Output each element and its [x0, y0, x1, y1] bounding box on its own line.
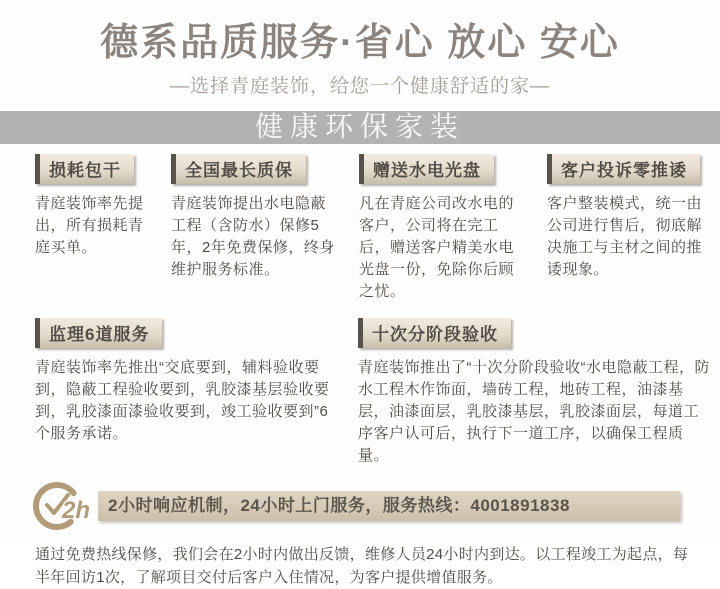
feature-card-loss [35, 154, 153, 303]
feature-card-supervision [35, 318, 332, 467]
clock-2h-label: 2h [62, 497, 91, 524]
feature-title: 十次分阶段验收 [372, 325, 498, 344]
ribbon-title: 健康环保家装 [254, 112, 465, 143]
feature-description: 青庭装饰率先推出“交底要到，辅料验收要到，隐蔽工程验收要到，乳胶漆基层验收要到，乳胶漆面漆验收要到，竣工验收要到”6个服务承诺。 [35, 359, 330, 442]
feature-row-2 [35, 318, 708, 467]
feature-title: 监理6道服务 [49, 325, 150, 344]
feature-card-warranty [171, 154, 341, 303]
feature-description: 青庭装饰率先提出，所有损耗青庭买单。 [35, 195, 144, 256]
feature-description: 青庭装饰提出水电隐蔽工程（含防水）保修5年，2年免费保修，终身维护服务标准。 [171, 195, 335, 278]
feature-description: 客户整装模式，统一由公司进行售后，彻底解决施工与主材之间的推诿现象。 [547, 195, 703, 278]
feature-title-badge [547, 154, 700, 184]
feature-row-1 [35, 154, 708, 303]
hotline-banner: 2小时响应机制，24小时上门服务，服务热线：4001891838 [98, 491, 680, 521]
feature-title-badge [171, 154, 306, 184]
feature-title: 赠送水电光盘 [373, 161, 481, 180]
page-header [0, 0, 720, 98]
feature-title: 客户投诉零推诿 [561, 161, 687, 180]
feature-title: 损耗包干 [49, 161, 121, 180]
feature-title-badge [35, 318, 162, 348]
feature-title-badge [359, 154, 494, 184]
section-ribbon [0, 111, 720, 144]
page-title: 德系品质服务·省心 放心 安心 [100, 22, 620, 64]
feature-description: 凡在青庭公司改水电的客户，公司将在完工后，赠送客户精美水电光盘一份，免除你后顾之忧。 [359, 195, 515, 300]
feature-card-acceptance [358, 318, 710, 467]
feature-card-complaint [547, 154, 710, 303]
hotline-strip [32, 479, 680, 533]
footer-paragraph: 通过免费热线保修，我们会在2小时内做出反馈，维修人员24小时内到达。以工程竣工为起点，每半年回访1次，了解项目交付后客户入住情况，为客户提供增值服务。 [35, 546, 689, 586]
feature-title-badge [358, 318, 511, 348]
feature-title: 全国最长质保 [185, 161, 293, 180]
feature-title-badge [35, 154, 134, 184]
page-subtitle: —选择青庭装饰，给您一个健康舒适的家— [169, 76, 550, 97]
clock-2h-icon [32, 479, 94, 533]
feature-description: 青庭装饰推出了“十次分阶段验收“水电隐蔽工程，防水工程木作饰面，墙砖工程，地砖工程，油漆基层，油漆面层，乳胶漆基层，乳胶漆面层，每道工序客户认可后，执行下一道工序，以确保工程质量。 [358, 359, 710, 464]
feature-card-disc [359, 154, 529, 303]
